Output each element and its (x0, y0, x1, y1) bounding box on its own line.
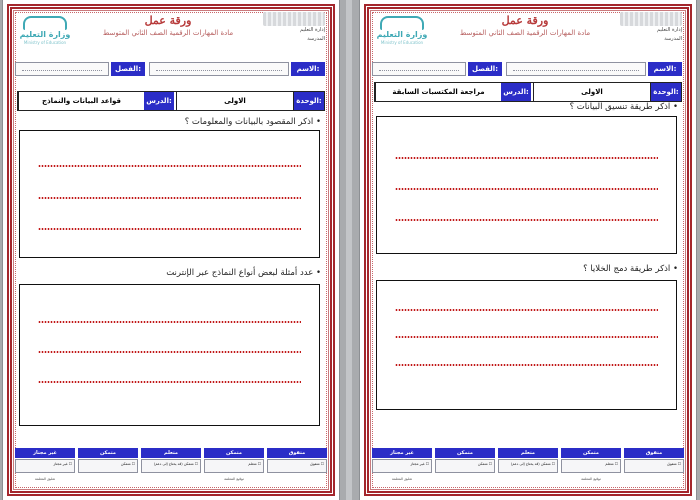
unit-value: الاولى (176, 92, 294, 110)
assessment-footer (15, 448, 327, 484)
question-2: • اذكر طريقة دمج الخلايا ؟ (583, 264, 678, 274)
footer-note: توقيع المعلمة (581, 477, 601, 481)
lesson-label: الدرس: (501, 83, 531, 101)
assessment-footer (372, 448, 684, 484)
footer-header: متعلم (498, 448, 558, 458)
class-label: الفصل: (111, 62, 145, 76)
answer-box-1[interactable] (19, 130, 320, 258)
question-1: • اذكر طريقة تنسيق البيانات ؟ (569, 102, 678, 112)
student-info-row (17, 62, 325, 76)
answer-line (395, 188, 658, 190)
name-label: الاسم: (648, 62, 682, 76)
worksheet-title (434, 14, 616, 38)
page-title: ورقة عمل (144, 14, 192, 27)
answer-line (38, 228, 301, 230)
ministry-logo: وزارة التعليم Ministry of Education (374, 16, 430, 46)
answer-line (38, 381, 301, 383)
name-field[interactable] (506, 62, 646, 76)
page-divider (346, 0, 352, 500)
footer-checkbox[interactable]: ☐ متمكن (435, 459, 495, 473)
answer-line (395, 336, 658, 338)
question-2: • عدد أمثلة لبعض أنواع النماذج عبر الإنترنت (166, 268, 321, 278)
footer-header: متمكن (435, 448, 495, 458)
answer-box-2[interactable] (19, 284, 320, 426)
ministry-header: إدارة التعليم المدرسة (261, 12, 325, 44)
class-label: الفصل: (468, 62, 502, 76)
student-info-row (374, 62, 682, 76)
answer-line (395, 157, 658, 159)
footer-header: متفوق (624, 448, 684, 458)
answer-line (38, 351, 301, 353)
worksheet-page-2 (359, 0, 697, 500)
ministry-logo: وزارة التعليم Ministry of Education (17, 16, 73, 46)
lesson-info-row (17, 91, 325, 111)
footer-header: غير مجتاز (372, 448, 432, 458)
logo-emblem-icon (380, 16, 424, 30)
footer-note: تعليق المعلمة (391, 477, 413, 481)
ministry-seal-icon (620, 12, 682, 26)
lesson-value: مراجعة المكتسبات السابقة (375, 83, 501, 101)
footer-checkbox[interactable]: ☐ متمكن (قد يحتاج إلى دعم) (141, 459, 201, 473)
footer-header: متمكن (78, 448, 138, 458)
class-field[interactable] (372, 62, 466, 76)
footer-header: غير مجتاز (15, 448, 75, 458)
footer-note: توقيع المعلمة (224, 477, 244, 481)
page-title: ورقة عمل (501, 14, 549, 27)
footer-checkbox[interactable]: ☐ غير مجتاز (372, 459, 432, 473)
lesson-label: الدرس: (144, 92, 174, 110)
worksheet-page-1 (2, 0, 340, 500)
footer-checkbox[interactable]: ☐ متعلم (204, 459, 264, 473)
page-subtitle: مادة المهارات الرقمية الصف الثاني المتوسط (102, 29, 234, 37)
question-1: • اذكر المقصود بالبيانات والمعلومات ؟ (184, 117, 321, 127)
answer-line (38, 197, 301, 199)
name-label: الاسم: (291, 62, 325, 76)
footer-header: متفوق (267, 448, 327, 458)
footer-header: متعلم (141, 448, 201, 458)
answer-line (38, 165, 301, 167)
answer-line (395, 219, 658, 221)
answer-line (395, 309, 658, 311)
answer-line (395, 364, 658, 366)
unit-label: الوحدة: (651, 83, 681, 101)
ministry-seal-icon (263, 12, 325, 26)
class-field[interactable] (15, 62, 109, 76)
footer-checkbox[interactable]: ☐ متفوق (624, 459, 684, 473)
footer-checkbox[interactable]: ☐ متمكن (78, 459, 138, 473)
worksheet-title (77, 14, 259, 38)
name-field[interactable] (149, 62, 289, 76)
footer-note: تعليق المعلمة (34, 477, 56, 481)
page-subtitle: مادة المهارات الرقمية الصف الثاني المتوسط (459, 29, 591, 37)
lesson-info-row (374, 82, 682, 102)
page-header (374, 12, 682, 54)
ministry-header: إدارة التعليم المدرسة (618, 12, 682, 44)
footer-header: متمكن (561, 448, 621, 458)
answer-line (38, 321, 301, 323)
footer-checkbox[interactable]: ☐ متعلم (561, 459, 621, 473)
footer-checkbox[interactable]: ☐ غير مجتاز (15, 459, 75, 473)
footer-checkbox[interactable]: ☐ متفوق (267, 459, 327, 473)
lesson-value: قواعد البيانات والنماذج (18, 92, 144, 110)
answer-box-1[interactable] (376, 116, 677, 254)
unit-label: الوحدة: (294, 92, 324, 110)
page-header (17, 12, 325, 54)
logo-emblem-icon (23, 16, 67, 30)
footer-header: متمكن (204, 448, 264, 458)
unit-value: الاولى (533, 83, 651, 101)
answer-box-2[interactable] (376, 280, 677, 410)
footer-checkbox[interactable]: ☐ متمكن (قد يحتاج إلى دعم) (498, 459, 558, 473)
